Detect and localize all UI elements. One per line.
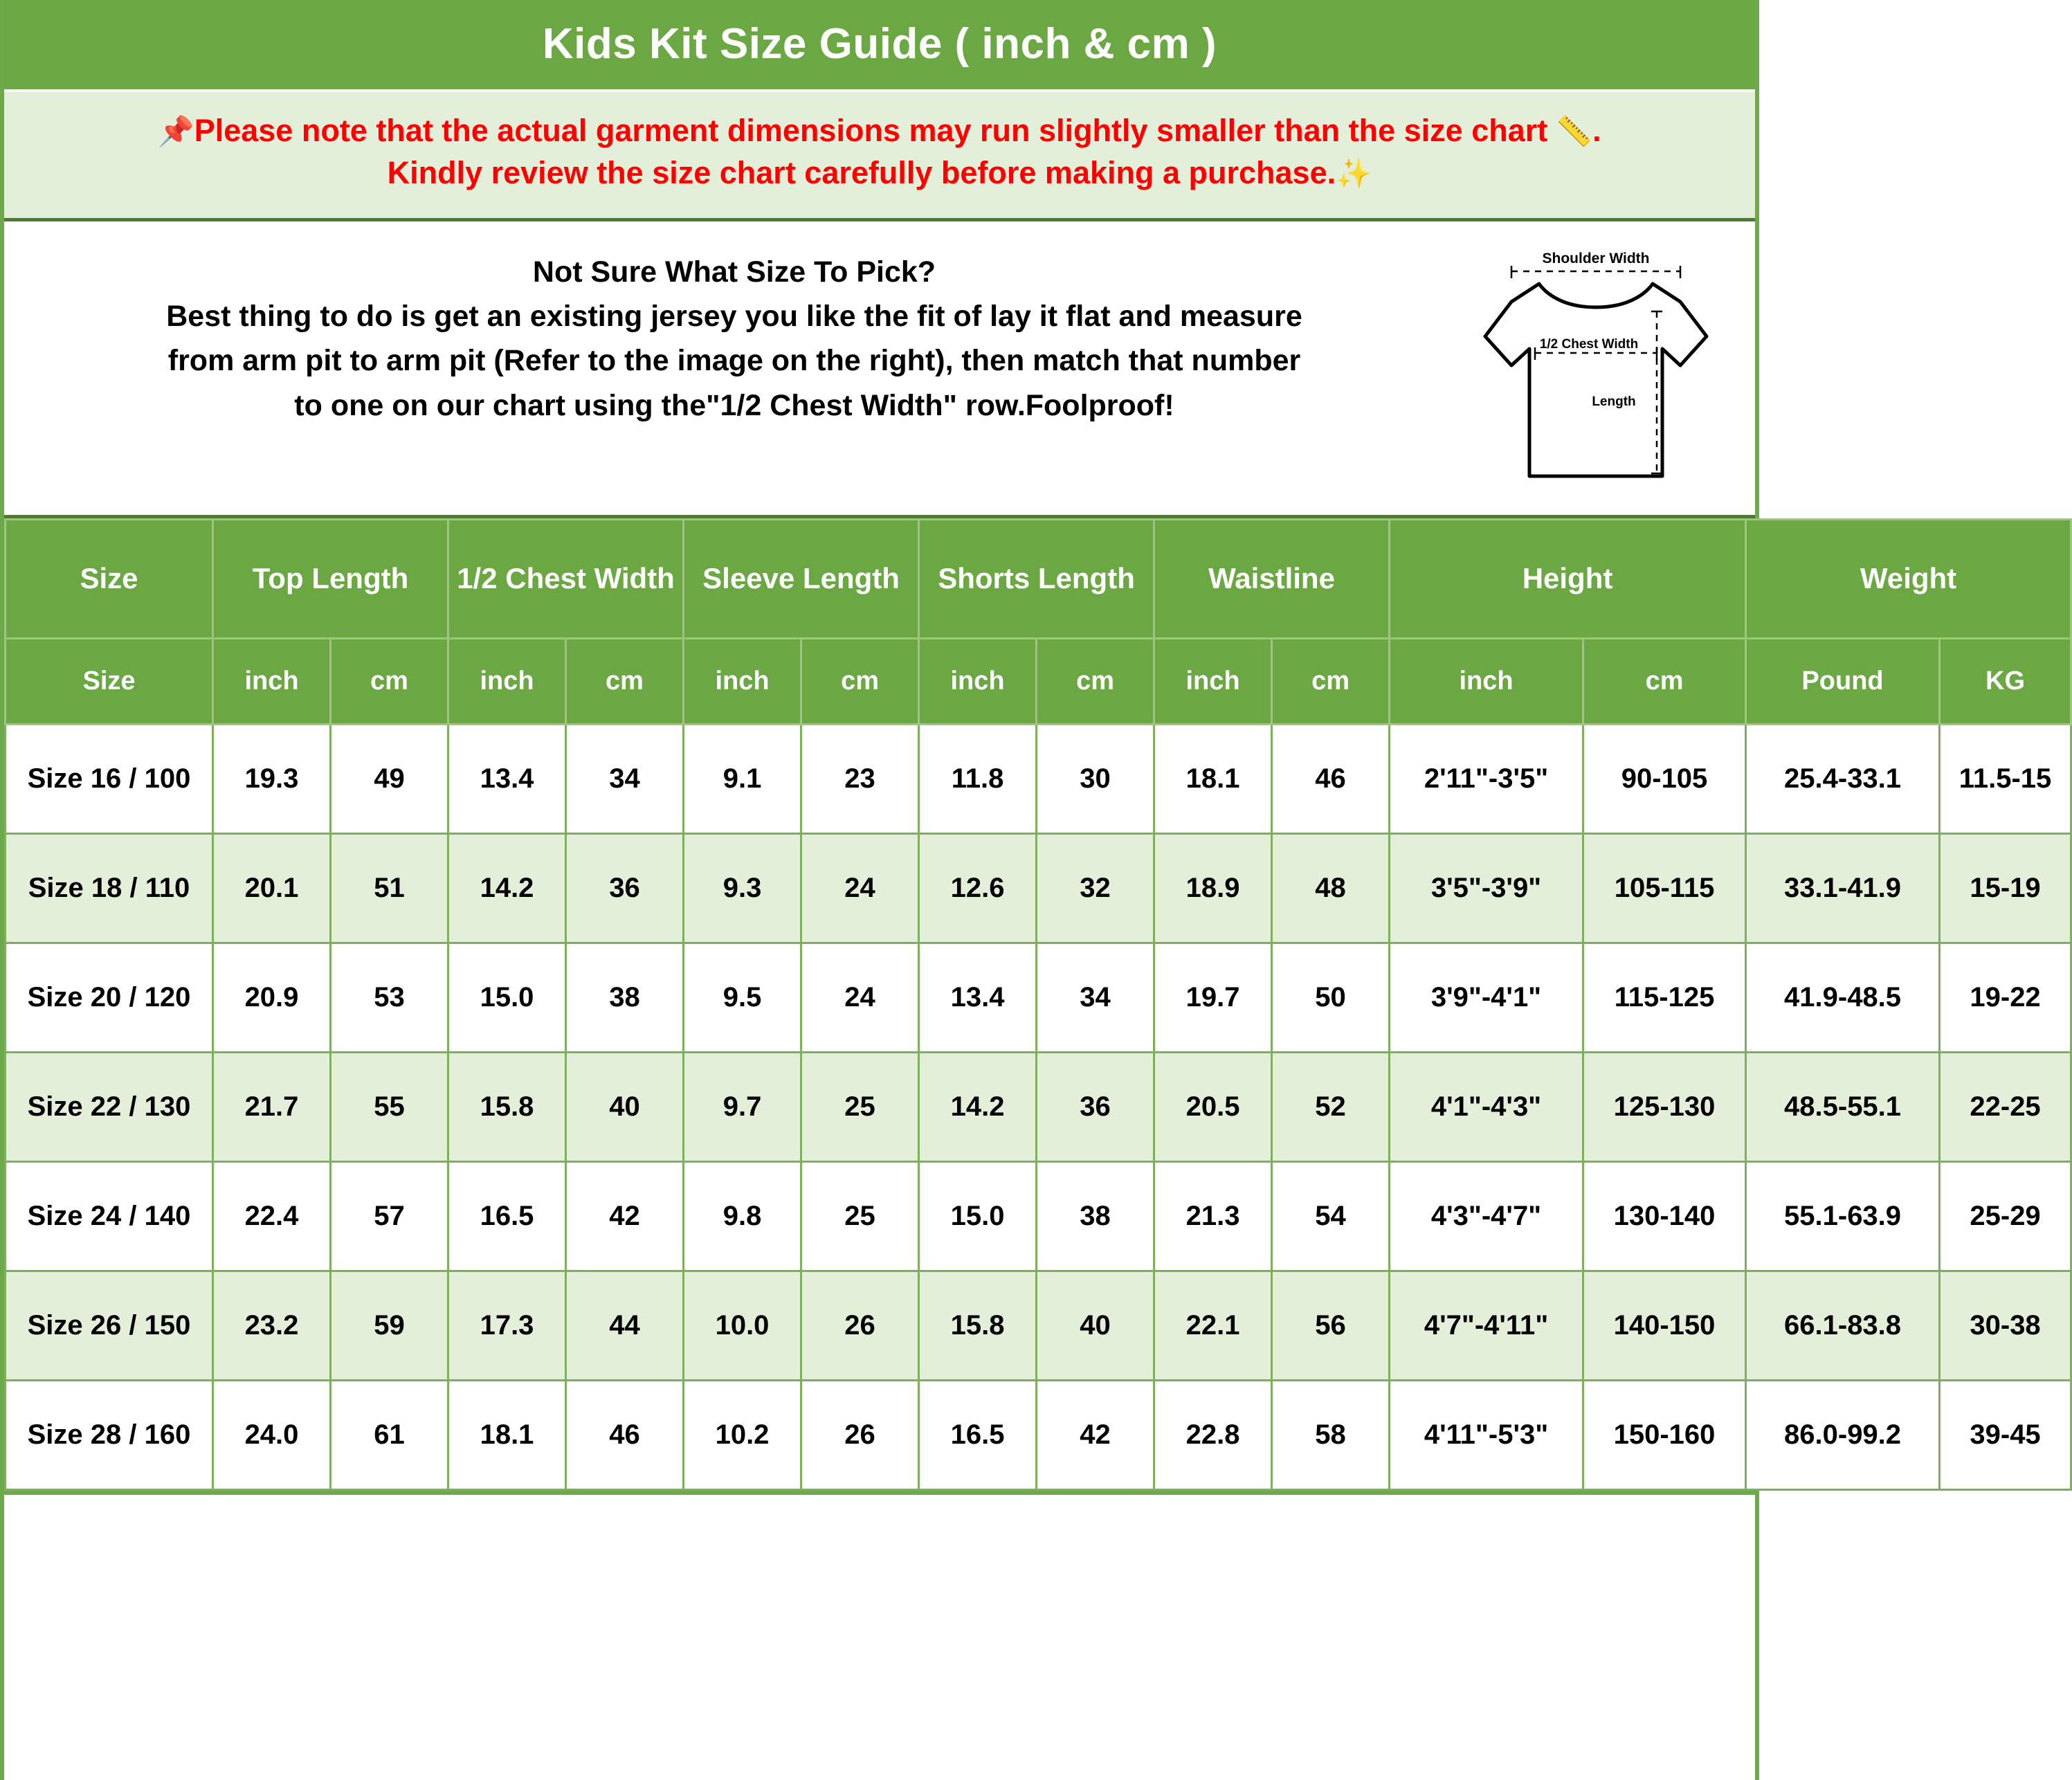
cell-top-in: 19.3	[213, 724, 331, 833]
cell-sleeve-cm: 24	[801, 833, 919, 943]
cell-shorts-in: 13.4	[919, 943, 1037, 1052]
table-row	[6, 833, 2071, 943]
cell-sleeve-cm: 25	[801, 1052, 919, 1161]
cell-chest-cm: 42	[566, 1161, 684, 1271]
cell-chest-cm: 38	[566, 943, 684, 1052]
shoulder-width-label: Shoulder Width	[1542, 250, 1650, 266]
cell-size: Size 16 / 100	[6, 724, 213, 833]
cell-top-in: 20.9	[213, 943, 331, 1052]
help-body-line-2: from arm pit to arm pit (Refer to the image on the right), then match that number	[167, 344, 1301, 378]
cell-shorts-cm: 40	[1037, 1271, 1154, 1380]
help-headline: Not Sure What Size To Pick?	[532, 255, 936, 289]
cell-sleeve-in: 9.7	[684, 1052, 801, 1161]
table-header-groups	[6, 519, 2071, 638]
cell-sleeve-cm: 24	[801, 943, 919, 1052]
header-height: Height	[1390, 519, 1746, 638]
cell-shorts-in: 14.2	[919, 1052, 1037, 1161]
cell-shorts-in: 15.8	[919, 1271, 1037, 1380]
cell-size: Size 20 / 120	[6, 943, 213, 1052]
cell-waist-in: 22.1	[1154, 1271, 1272, 1380]
cell-waist-in: 21.3	[1154, 1161, 1272, 1271]
unit-height-inch: inch	[1390, 638, 1583, 724]
cell-sleeve-cm: 26	[801, 1271, 919, 1380]
header-size: Size	[6, 519, 213, 638]
cell-height-in: 4'3"-4'7"	[1390, 1161, 1583, 1271]
cell-waist-in: 18.1	[1154, 724, 1272, 833]
unit-top-cm: cm	[331, 638, 448, 724]
cell-height-in: 4'7"-4'11"	[1390, 1271, 1583, 1380]
cell-height-in: 4'11"-5'3"	[1390, 1380, 1583, 1489]
table-row	[6, 943, 2071, 1052]
cell-shorts-in: 11.8	[919, 724, 1037, 833]
cell-height-in: 3'9"-4'1"	[1390, 943, 1583, 1052]
cell-weight-kg: 25-29	[1940, 1161, 2071, 1271]
cell-height-cm: 140-150	[1583, 1271, 1746, 1380]
header-chest-width: 1/2 Chest Width	[448, 519, 684, 638]
cell-sleeve-in: 9.8	[684, 1161, 801, 1271]
cell-waist-cm: 52	[1272, 1052, 1390, 1161]
cell-chest-in: 17.3	[448, 1271, 566, 1380]
notice-text-1-end: .	[1592, 113, 1601, 148]
length-label: Length	[1592, 394, 1636, 409]
cell-top-cm: 59	[331, 1271, 448, 1380]
unit-shorts-inch: inch	[919, 638, 1037, 724]
chest-width-label: 1/2 Chest Width	[1539, 336, 1639, 352]
cell-shorts-cm: 38	[1037, 1161, 1154, 1271]
cell-weight-lb: 66.1-83.8	[1746, 1271, 1940, 1380]
cell-weight-lb: 41.9-48.5	[1746, 943, 1940, 1052]
size-chart-table	[4, 518, 2072, 1491]
cell-weight-kg: 22-25	[1940, 1052, 2071, 1161]
cell-sleeve-in: 10.0	[684, 1271, 801, 1380]
cell-height-in: 3'5"-3'9"	[1390, 833, 1583, 943]
cell-height-cm: 90-105	[1583, 724, 1746, 833]
unit-weight-pound: Pound	[1746, 638, 1940, 724]
cell-shorts-cm: 36	[1037, 1052, 1154, 1161]
page-title: Kids Kit Size Guide ( inch & cm )	[4, 0, 1755, 92]
cell-top-cm: 61	[331, 1380, 448, 1489]
cell-waist-cm: 50	[1272, 943, 1390, 1052]
cell-chest-cm: 34	[566, 724, 684, 833]
cell-sleeve-in: 9.1	[684, 724, 801, 833]
cell-weight-lb: 25.4-33.1	[1746, 724, 1940, 833]
cell-height-cm: 105-115	[1583, 833, 1746, 943]
measurement-diagram	[1451, 241, 1741, 497]
unit-waist-inch: inch	[1154, 638, 1272, 724]
cell-sleeve-in: 10.2	[684, 1380, 801, 1489]
unit-chest-inch: inch	[448, 638, 566, 724]
cell-weight-lb: 86.0-99.2	[1746, 1380, 1940, 1489]
cell-weight-kg: 19-22	[1940, 943, 2071, 1052]
unit-height-cm: cm	[1583, 638, 1746, 724]
cell-waist-cm: 46	[1272, 724, 1390, 833]
cell-height-cm: 115-125	[1583, 943, 1746, 1052]
cell-waist-in: 19.7	[1154, 943, 1272, 1052]
table-row	[6, 1052, 2071, 1161]
cell-waist-in: 22.8	[1154, 1380, 1272, 1489]
cell-weight-lb: 48.5-55.1	[1746, 1052, 1940, 1161]
header-shorts-length: Shorts Length	[919, 519, 1154, 638]
cell-waist-cm: 48	[1272, 833, 1390, 943]
cell-top-cm: 51	[331, 833, 448, 943]
notice-line-1	[25, 110, 1734, 152]
cell-top-cm: 49	[331, 724, 448, 833]
cell-shorts-cm: 34	[1037, 943, 1154, 1052]
cell-top-in: 21.7	[213, 1052, 331, 1161]
unit-top-inch: inch	[213, 638, 331, 724]
table-row	[6, 1161, 2071, 1271]
table-body	[6, 724, 2071, 1489]
cell-waist-cm: 54	[1272, 1161, 1390, 1271]
cell-waist-in: 20.5	[1154, 1052, 1272, 1161]
cell-size: Size 18 / 110	[6, 833, 213, 943]
cell-sleeve-cm: 25	[801, 1161, 919, 1271]
cell-shorts-in: 16.5	[919, 1380, 1037, 1489]
cell-size: Size 28 / 160	[6, 1380, 213, 1489]
cell-top-cm: 57	[331, 1161, 448, 1271]
cell-top-in: 24.0	[213, 1380, 331, 1489]
cell-size: Size 26 / 150	[6, 1271, 213, 1380]
header-sleeve-length: Sleeve Length	[684, 519, 919, 638]
cell-height-in: 2'11"-3'5"	[1390, 724, 1583, 833]
header-waistline: Waistline	[1154, 519, 1390, 638]
cell-top-in: 22.4	[213, 1161, 331, 1271]
cell-chest-in: 16.5	[448, 1161, 566, 1271]
tshirt-diagram-icon	[1457, 248, 1734, 497]
cell-top-in: 20.1	[213, 833, 331, 943]
unit-chest-cm: cm	[566, 638, 684, 724]
cell-chest-in: 15.8	[448, 1052, 566, 1161]
cell-weight-lb: 55.1-63.9	[1746, 1161, 1940, 1271]
cell-chest-cm: 44	[566, 1271, 684, 1380]
cell-chest-cm: 36	[566, 833, 684, 943]
ruler-icon: 📏	[1556, 115, 1593, 147]
help-section	[4, 221, 1755, 518]
cell-shorts-cm: 32	[1037, 833, 1154, 943]
table-row	[6, 1271, 2071, 1380]
cell-chest-in: 18.1	[448, 1380, 566, 1489]
cell-top-cm: 53	[331, 943, 448, 1052]
cell-chest-in: 14.2	[448, 833, 566, 943]
help-body-line-3: to one on our chart using the"1/2 Chest Width" row.Foolproof!	[294, 388, 1174, 422]
unit-sleeve-cm: cm	[801, 638, 919, 724]
cell-shorts-cm: 30	[1037, 724, 1154, 833]
pin-icon: 📌	[158, 115, 194, 147]
header-weight: Weight	[1746, 519, 2071, 638]
cell-top-cm: 55	[331, 1052, 448, 1161]
unit-shorts-cm: cm	[1037, 638, 1154, 724]
bottom-rule	[4, 1491, 1755, 1495]
cell-sleeve-cm: 26	[801, 1380, 919, 1489]
notice-line-2	[25, 152, 1734, 194]
cell-height-cm: 130-140	[1583, 1161, 1746, 1271]
header-top-length: Top Length	[213, 519, 448, 638]
cell-sleeve-cm: 23	[801, 724, 919, 833]
cell-shorts-cm: 42	[1037, 1380, 1154, 1489]
unit-weight-kg: KG	[1940, 638, 2071, 724]
cell-weight-kg: 30-38	[1940, 1271, 2071, 1380]
table-header-units	[6, 638, 2071, 724]
help-body-line-1: Best thing to do is get an existing jersey you like the fit of lay it flat and measure	[166, 299, 1302, 333]
cell-chest-cm: 40	[566, 1052, 684, 1161]
cell-sleeve-in: 9.5	[684, 943, 801, 1052]
cell-size: Size 24 / 140	[6, 1161, 213, 1271]
cell-waist-in: 18.9	[1154, 833, 1272, 943]
notice-text-1: Please note that the actual garment dimensions may run slightly smaller than the size chart	[194, 113, 1548, 148]
cell-size: Size 22 / 130	[6, 1052, 213, 1161]
unit-size: Size	[6, 638, 213, 724]
cell-chest-in: 15.0	[448, 943, 566, 1052]
cell-waist-cm: 58	[1272, 1380, 1390, 1489]
cell-sleeve-in: 9.3	[684, 833, 801, 943]
table-row	[6, 724, 2071, 833]
unit-waist-cm: cm	[1272, 638, 1390, 724]
cell-height-cm: 125-130	[1583, 1052, 1746, 1161]
sparkle-icon: ✨	[1336, 156, 1372, 190]
cell-chest-in: 13.4	[448, 724, 566, 833]
cell-weight-kg: 11.5-15	[1940, 724, 2071, 833]
unit-sleeve-inch: inch	[684, 638, 801, 724]
help-text	[18, 241, 1451, 428]
cell-weight-lb: 33.1-41.9	[1746, 833, 1940, 943]
cell-height-in: 4'1"-4'3"	[1390, 1052, 1583, 1161]
notice-text-2: Kindly review the size chart carefully before making a purchase.	[387, 154, 1336, 190]
cell-shorts-in: 15.0	[919, 1161, 1037, 1271]
cell-chest-cm: 46	[566, 1380, 684, 1489]
cell-weight-kg: 39-45	[1940, 1380, 2071, 1489]
cell-shorts-in: 12.6	[919, 833, 1037, 943]
notice-banner	[4, 92, 1755, 221]
cell-top-in: 23.2	[213, 1271, 331, 1380]
cell-height-cm: 150-160	[1583, 1380, 1746, 1489]
table-row	[6, 1380, 2071, 1489]
cell-waist-cm: 56	[1272, 1271, 1390, 1380]
cell-weight-kg: 15-19	[1940, 833, 2071, 943]
